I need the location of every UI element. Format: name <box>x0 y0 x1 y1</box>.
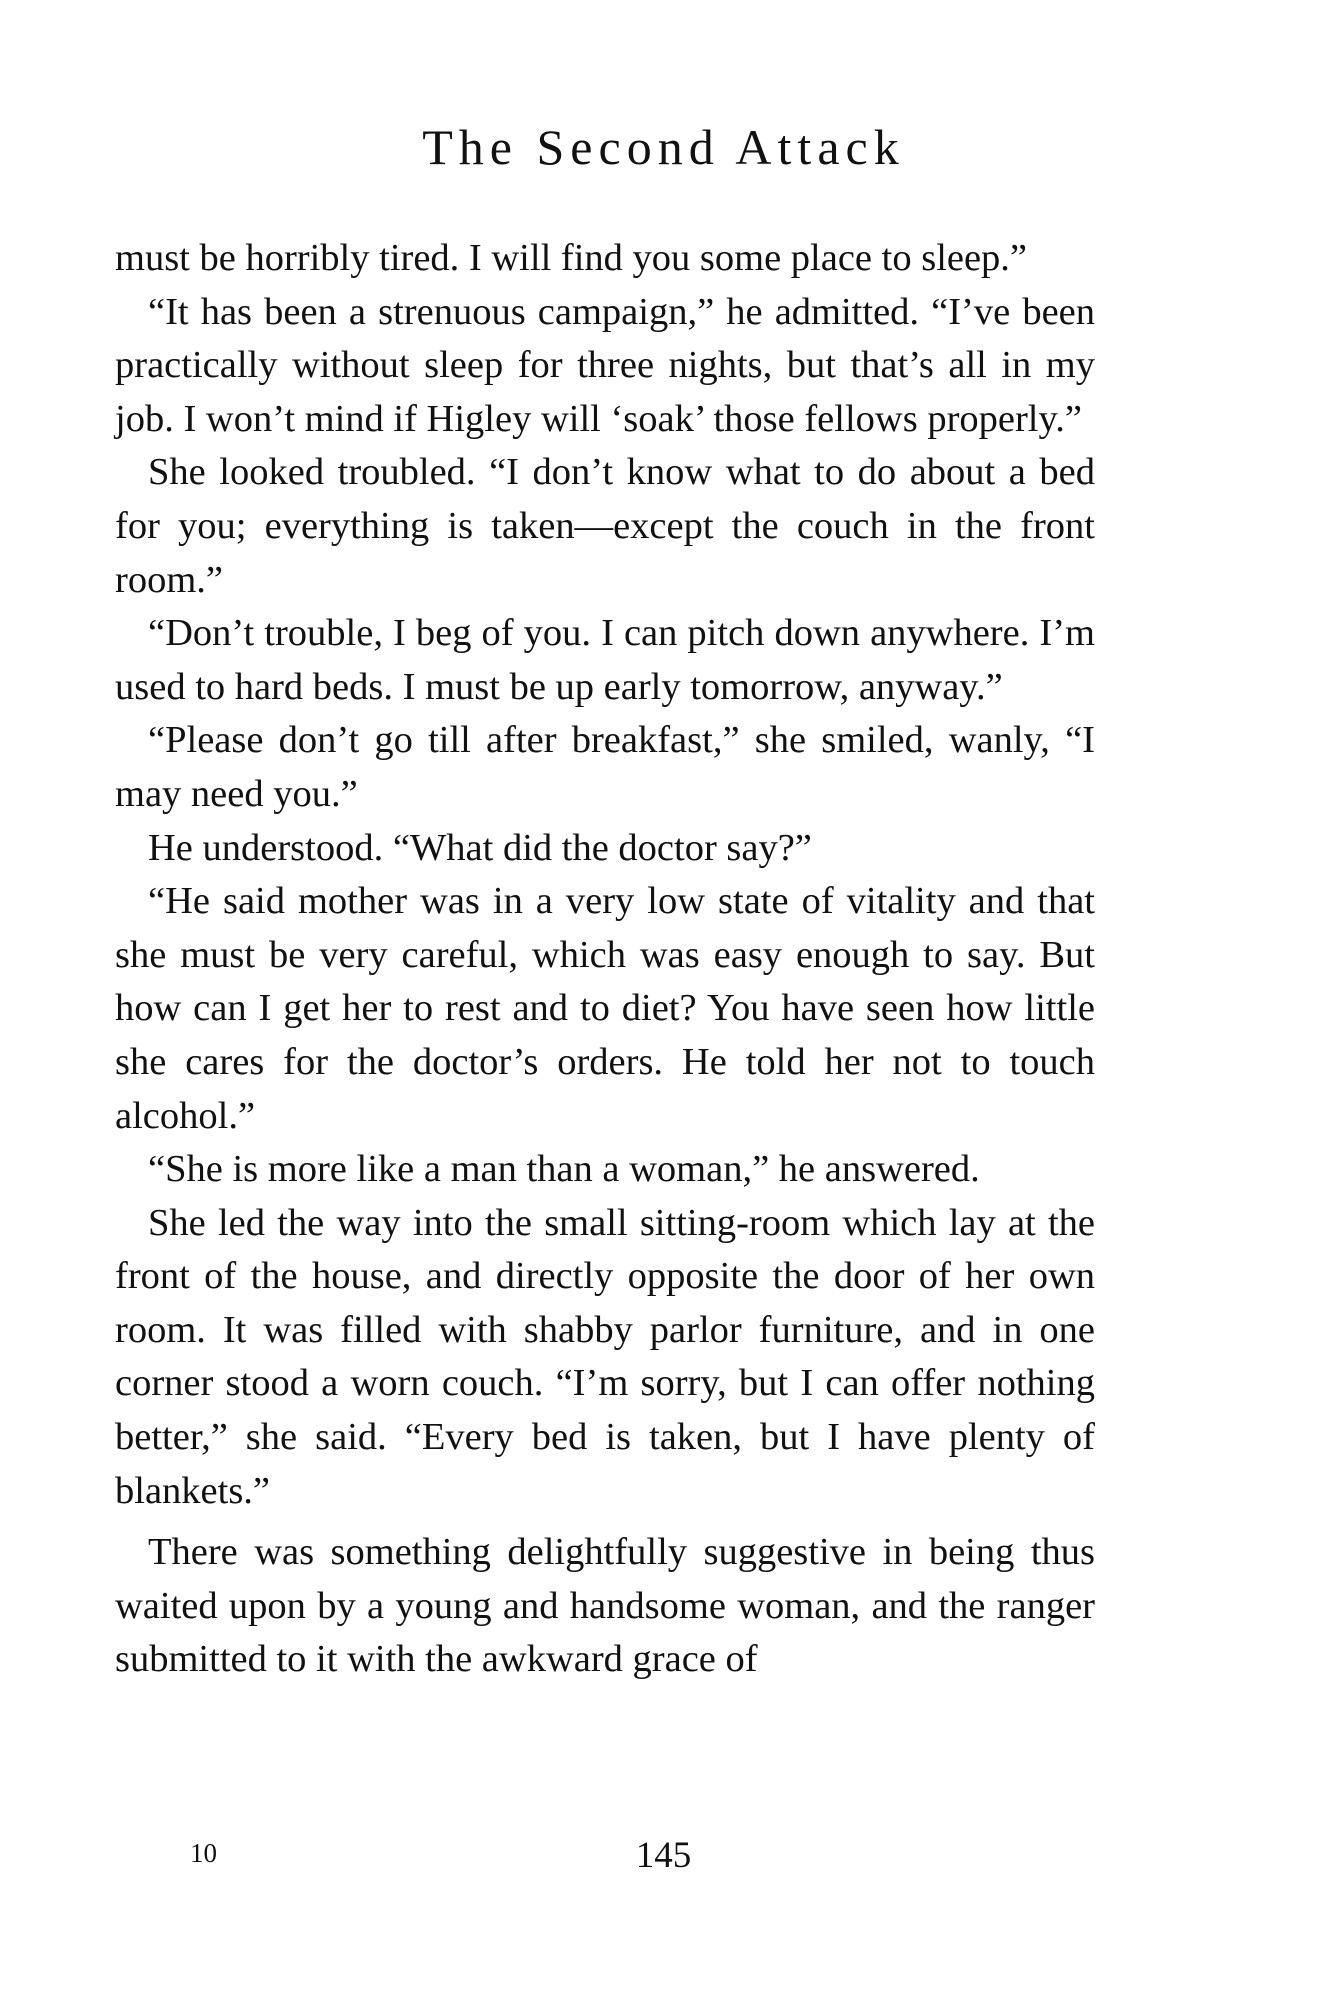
paragraph: She led the way into the small sitting-room which lay at the front of the house, and directly opposite the door of her own room. It was filled with shabby parlor furniture, and in one corner stood a worn couch. “I’m sorry, but I can offer nothing better,” she said. “Every bed is taken, but I have plenty of blankets.” <box>115 1201 1095 1512</box>
paragraph: “It has been a strenuous campaign,” he admitted. “I’ve been practically without sleep for three nights, but that’s all in my job. I won’t mind if Higley will ‘soak’ those fellows properly.” <box>115 290 1095 440</box>
paragraph: “She is more like a man than a woman,” he answered. <box>148 1148 980 1191</box>
paragraph: “He said mother was in a very low state of vitality and that she must be very careful, which was easy enough to say. But how can I get her to rest and to diet? You have seen how little she cares for the doctor’s orders. He told her not to touch alcohol.” <box>115 880 1095 1137</box>
paragraph: “Don’t trouble, I beg of you. I can pitch down anywhere. I’m used to hard beds. I must be up early tomorrow, anyway.” <box>115 612 1095 708</box>
paragraph: There was something delightfully suggestive in being thus waited upon by a young and handsome woman, and the ranger submitted to it with the awkward grace of <box>115 1531 1095 1681</box>
paragraph: must be horribly tired. I will find you some place to sleep.” <box>115 237 1028 279</box>
page-number: 145 <box>635 1835 692 1876</box>
signature-mark: 10 <box>190 1838 217 1868</box>
paragraph: He understood. “What did the doctor say?” <box>148 826 812 869</box>
body-text <box>115 232 1095 1687</box>
paragraph: “Please don’t go till after breakfast,” she smiled, wanly, “I may need you.” <box>115 719 1095 815</box>
running-head: The Second Attack <box>422 119 905 175</box>
paragraph: She looked troubled. “I don’t know what to do about a bed for you; everything is taken—except the couch in the front room.” <box>115 451 1095 601</box>
page-footer <box>0 1834 1327 1884</box>
